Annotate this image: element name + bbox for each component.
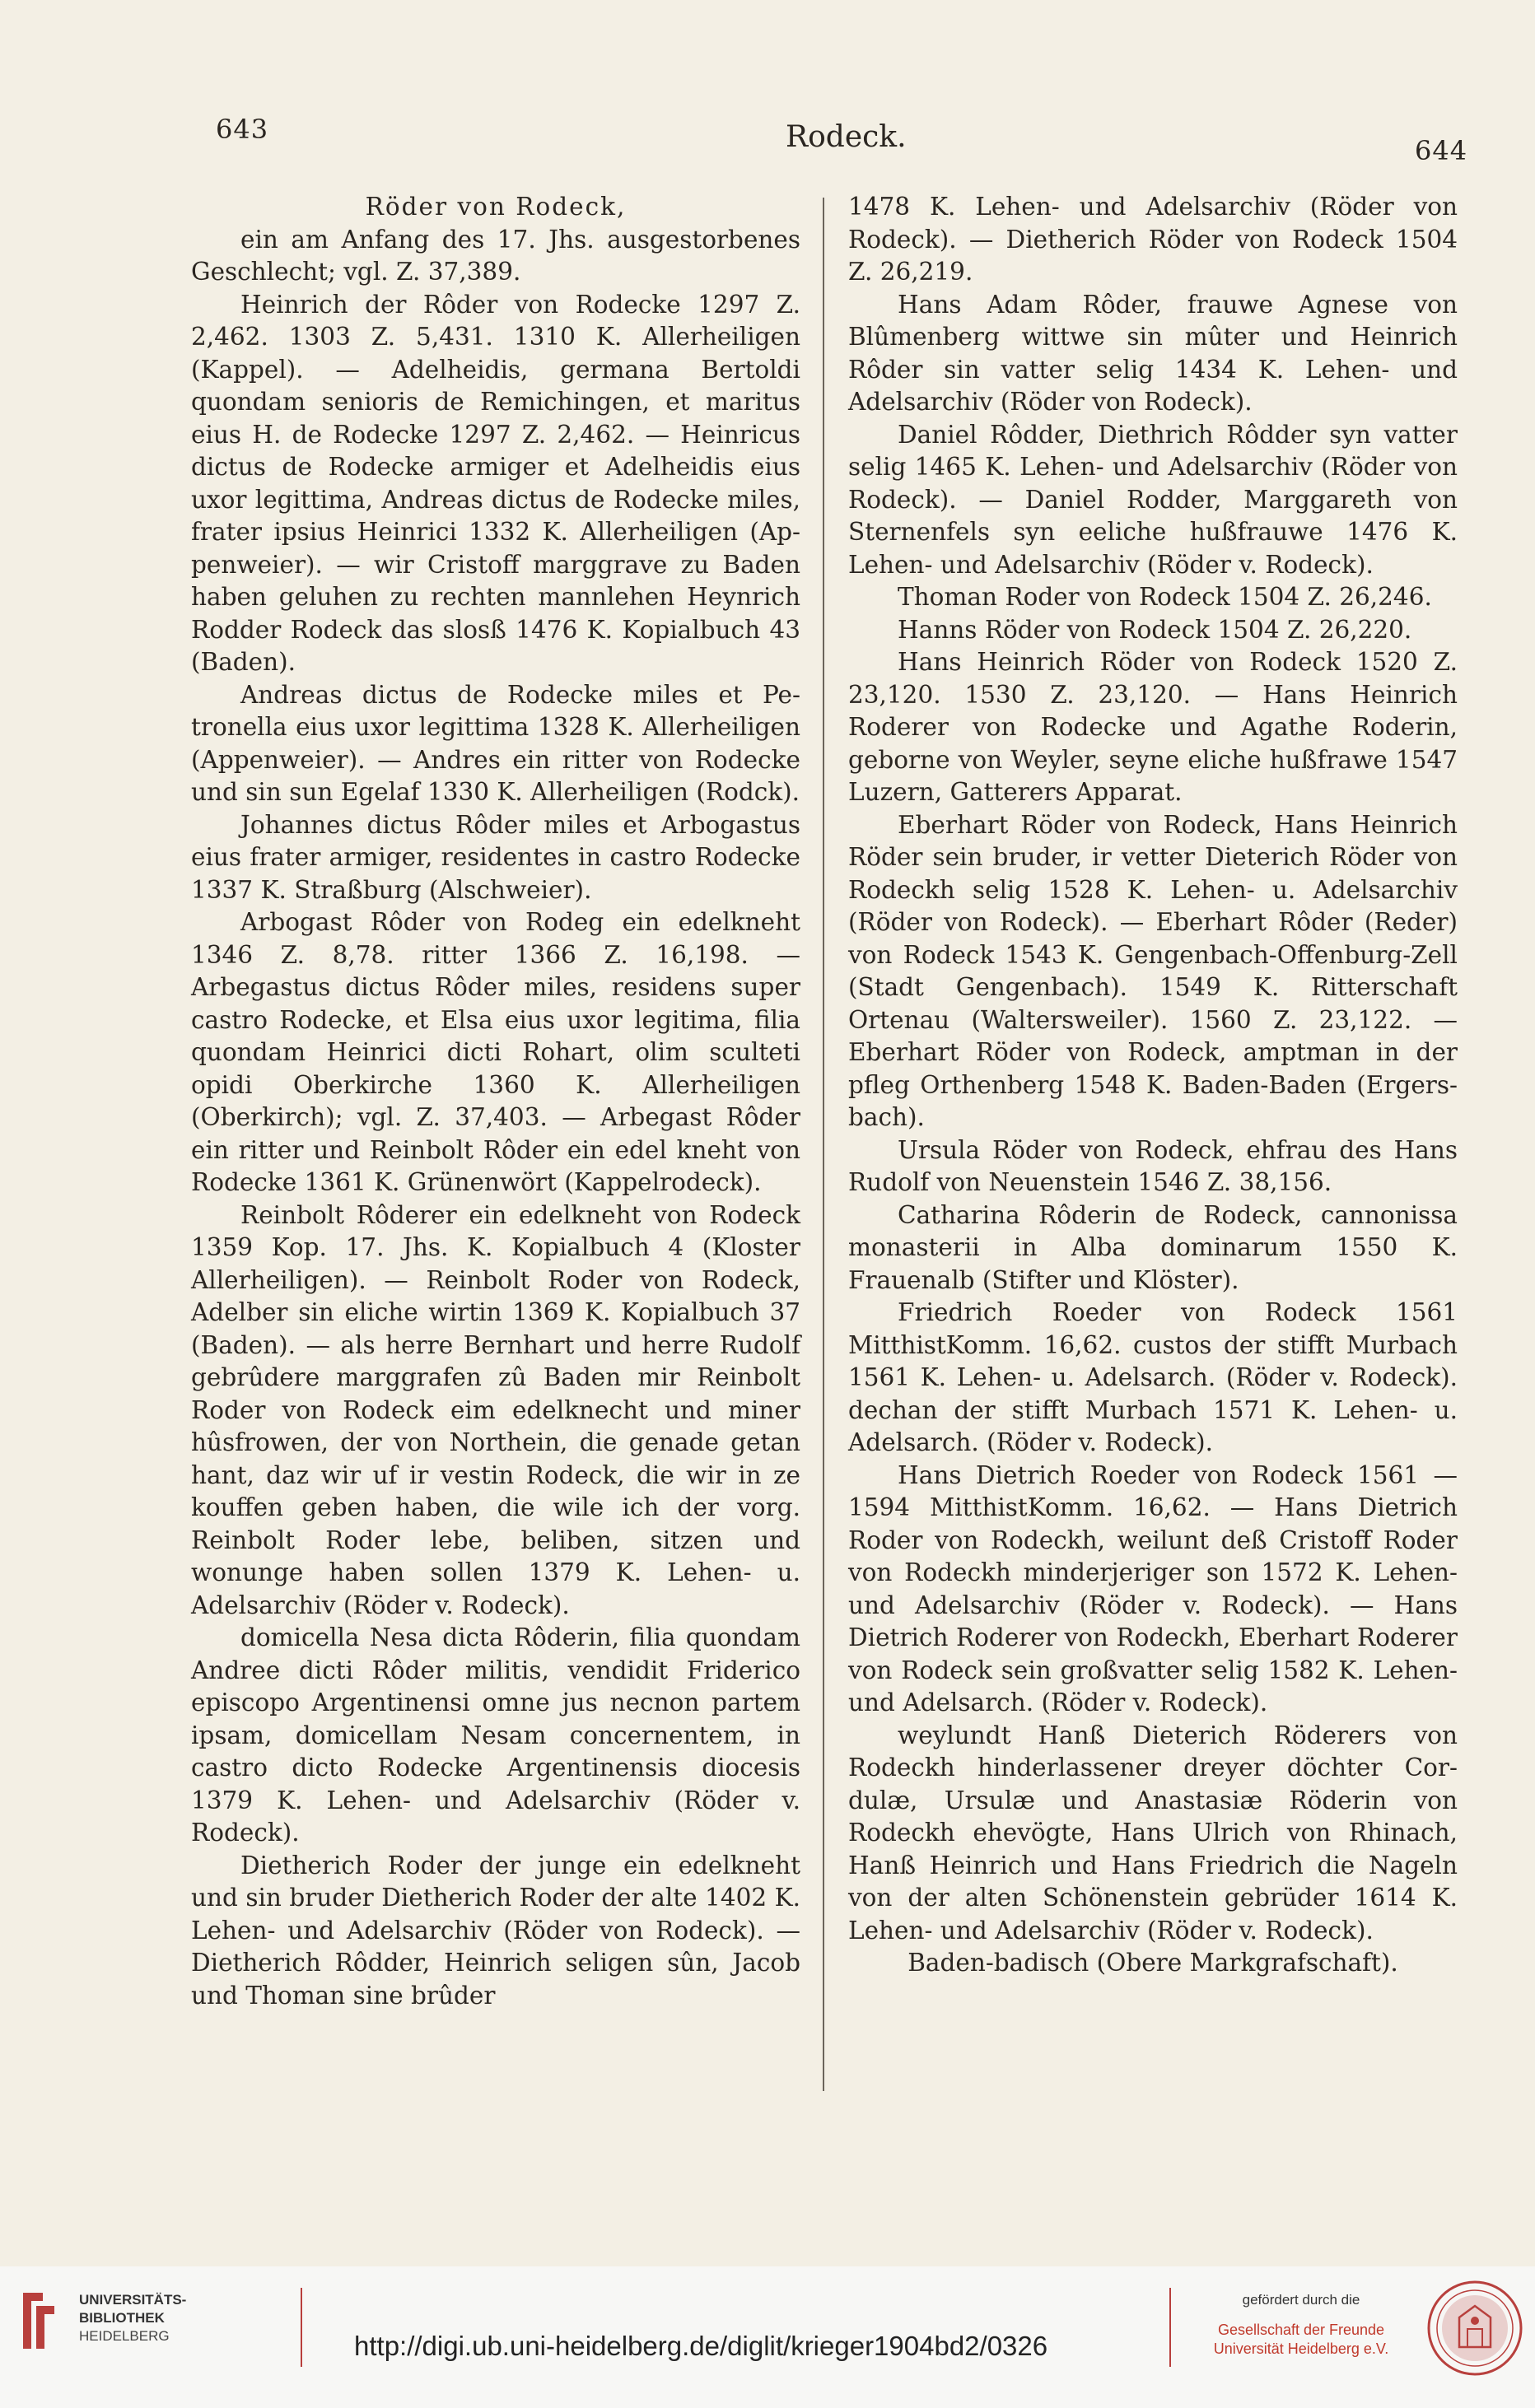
paragraph: Andreas dictus de Rodecke miles et Petronella eius uxor legittima 1328 K. Allerheiligen (Appenweier). — Andres ein ritter von Rodecke und sin sun Egelaf 1330 K. Allerheiligen (Rodck). bbox=[191, 680, 800, 806]
paragraph: Dietherich Roder der junge ein edelkneht und sin bruder Dietherich Roder der alte 1402 K. Lehen- und Adelsarchiv (Röder von Rodeck). — Dietherich Rôdder, Heinrich seligen sûn, Jacob und Thoman sine brûder bbox=[191, 1851, 800, 2010]
sponsor-block[interactable] bbox=[1194, 2291, 1408, 2359]
page-number-right: 644 bbox=[1415, 135, 1468, 166]
university-seal-icon bbox=[1426, 2280, 1523, 2377]
left-text-column bbox=[191, 191, 800, 2012]
permalink-url[interactable]: http://digi.ub.uni-heidelberg.de/diglit/krieger1904bd2/0326 bbox=[354, 2331, 1048, 2361]
sponsor-name: Universität Heidelberg e.V. bbox=[1213, 2340, 1389, 2357]
paragraph: ein am Anfang des 17. Jhs. ausgestorbenes Geschlecht; vgl. Z. 37,389. bbox=[191, 225, 800, 286]
paragraph: Thoman Roder von Rodeck 1504 Z. 26,246. bbox=[898, 583, 1432, 611]
paragraph: 1478 K. Lehen- und Adelsarchiv (Röder von Rodeck). — Dietherich Röder von Rodeck 1504 Z. 26,219. bbox=[848, 193, 1458, 286]
column-divider bbox=[823, 198, 824, 2091]
paragraph: Reinbolt Rôderer ein edelkneht von Rodeck 1359 Kop. 17. Jhs. K. Kopialbuch 4 (Kloster Allerheiligen). — Reinbolt Roder von Rodeck, Adelber sin eliche wirtin 1369 K. Kopialbuch 37 (Baden). — als herre Bernhart und herre Rudolf gebrûdere marggrafen zû Baden mir Reinbolt Roder von Rodeck eim edelknecht und miner hûsfrowen, der von Northein, die genade getan hant, daz wir uf ir vestin Rodeck, die wir in ze kouffen geben haben, die wile ich der vorg. Reinbolt Roder lebe, beliben, sitzen und wonunge haben sollen 1379 K. Lehen- u. Adelsarchiv (Röder v. Rodeck). bbox=[191, 1200, 800, 1619]
footer-divider bbox=[1169, 2288, 1171, 2367]
paragraph: Friedrich Roeder von Rodeck 1561 MitthistKomm. 16,62. custos der stifft Murbach 1561 K. Lehen- u. Adelsarch. (Röder v. Rodeck). dechan der stifft Murbach 1571 K. Lehen- u. Adelsarch. (Röder v. Rodeck). bbox=[848, 1298, 1458, 1456]
paragraph: Heinrich der Rôder von Rodecke 1297 Z. 2,462. 1303 Z. 5,431. 1310 K. Allerheiligen (Kappel). — Adelheidis, germana Bertoldi quondam senioris de Remichingen, et maritus eius H. de Rodecke 1297 Z. 2,462. — Heinricus dictus de Rodecke armiger et Adelheidis eius uxor legittima, Andreas dictus de Rodecke miles, frater ipsius Heinrici 1332 K. Allerheiligen (Appenweier). — wir Cristoff marggrave zu Baden haben geluhen zu rechten mannlehen Heynrich Rodder Rodeck das slosß 1476 K. Kopialbuch 43 (Baden). bbox=[191, 290, 800, 676]
paragraph: Hanns Röder von Rodeck 1504 Z. 26,220. bbox=[898, 615, 1412, 644]
library-name-line: BIBLIOTHEK bbox=[79, 2310, 165, 2326]
paragraph: Johannes dictus Rôder miles et Arbogastus eius frater armiger, residentes in castro Rodecke 1337 K. Straßburg (Alschweier). bbox=[191, 810, 800, 904]
running-title: Rodeck. bbox=[786, 120, 907, 154]
paragraph: Baden-badisch (Obere Markgrafschaft). bbox=[907, 1949, 1398, 1977]
footer-divider bbox=[301, 2288, 302, 2367]
paragraph: Hans Dietrich Roeder von Rodeck 1561 —1594 MitthistKomm. 16,62. — Hans Dietrich Roder von Rodeckh, weilunt deß Cristoff Roder von Rodeckh minderjeriger son 1572 K. Lehen- und Adelsarchiv (Röder v. Rodeck). — Hans Dietrich Roderer von Rodeckh, Eberhart Roderer von Rodeck sein großvatter selig 1582 K. Lehen- und Adelsarch. (Röder v. Rodeck). bbox=[848, 1460, 1458, 1716]
sponsor-name: Gesellschaft der Freunde bbox=[1217, 2322, 1385, 2338]
entry-heading: Röder von Rodeck, bbox=[365, 193, 627, 221]
page-number-left: 643 bbox=[216, 114, 269, 145]
paragraph: domicella Nesa dicta Rôderin, filia quondam Andree dicti Rôder militis, vendidit Friderico episcopo Argentinensi omne jus necnon partem ipsam, domicellam Nesam concernentem, in castro dicto Rodecke Argentinensis diocesis 1379 K. Lehen- und Adelsarchiv (Röder v. Rodeck). bbox=[191, 1623, 800, 1847]
library-name-line: HEIDELBERG bbox=[79, 2328, 170, 2344]
university-library-logo-icon bbox=[18, 2289, 59, 2352]
library-name-line: UNIVERSITÄTS- bbox=[79, 2292, 187, 2308]
right-text-column bbox=[848, 191, 1458, 1980]
paragraph: Catharina Rôderin de Rodeck, cannonissa monasterii in Alba dominarum 1550 K. Frauenalb (Stifter und Klöster). bbox=[848, 1200, 1458, 1294]
paragraph: Arbogast Rôder von Rodeg ein edelkneht 1346 Z. 8,78. ritter 1366 Z. 16,198. — Arbegastus dictus Rôder miles, residens super castro Rodecke, et Elsa eius uxor legitima, filia quondam Heinrici dicti Rohart, olim sculteti opidi Oberkirche 1360 K. Allerheiligen (Oberkirch); vgl. Z. 37,403. — Arbegast Rôder ein ritter und Reinbolt Rôder ein edel kneht von Rodecke 1361 K. Grünenwört (Kappelrodeck). bbox=[191, 908, 800, 1196]
paragraph: weylundt Hanß Dieterich Röderers von Rodeckh hinderlassener dreyer döchter Cordulæ, Ursulæ und Anastasiæ Röderin von Rodeckh ehevögte, Hans Ulrich von Rhinach, Hanß Heinrich und Hans Friedrich die Nageln von der alten Schönenstein gebrüder 1614 K. Lehen- und Adelsarchiv (Röder v. Rodeck). bbox=[848, 1721, 1458, 1945]
paragraph: Daniel Rôdder, Diethrich Rôdder syn vatter selig 1465 K. Lehen- und Adelsarchiv (Röder von Rodeck). — Daniel Rodder, Marggareth von Sternenfels syn eeliche hußfrauwe 1476 K. Lehen- und Adelsarchiv (Röder v. Rodeck). bbox=[848, 420, 1458, 579]
viewer-footer bbox=[0, 2266, 1535, 2408]
sponsor-label: gefördert durch die bbox=[1242, 2292, 1360, 2308]
library-name[interactable] bbox=[79, 2291, 186, 2345]
paragraph: Ursula Röder von Rodeck, ehfrau des Hans Rudolf von Neuenstein 1546 Z. 38,156. bbox=[848, 1135, 1458, 1196]
paragraph: Hans Adam Rôder, frauwe Agnese von Blûmenberg wittwe sin mûter und Heinrich Rôder sin vatter selig 1434 K. Lehen- und Adelsarchiv (Röder von Rodeck). bbox=[848, 290, 1458, 416]
paragraph: Eberhart Röder von Rodeck, Hans Heinrich Röder sein bruder, ir vetter Dieterich Röder von Rodeckh selig 1528 K. Lehen- u. Adelsarchiv (Röder von Rodeck). — Eberhart Rôder (Reder) von Rodeck 1543 K. Gengenbach-Offenburg-Zell (Stadt Gengenbach). 1549 K. Ritterschaft Ortenau (Waltersweiler). 1560 Z. 23,122. — Eberhart Röder von Rodeck, amptman in der pfleg Orthenberg 1548 K. Baden-Baden (Ergersbach). bbox=[848, 810, 1458, 1131]
paragraph: Hans Heinrich Röder von Rodeck 1520 Z. 23,120. 1530 Z. 23,120. — Hans Heinrich Roderer von Rodecke und Agathe Roderin, geborne von Weyler, seyne eliche hußfrawe 1547 Luzern, Gatterers Apparat. bbox=[848, 648, 1458, 806]
